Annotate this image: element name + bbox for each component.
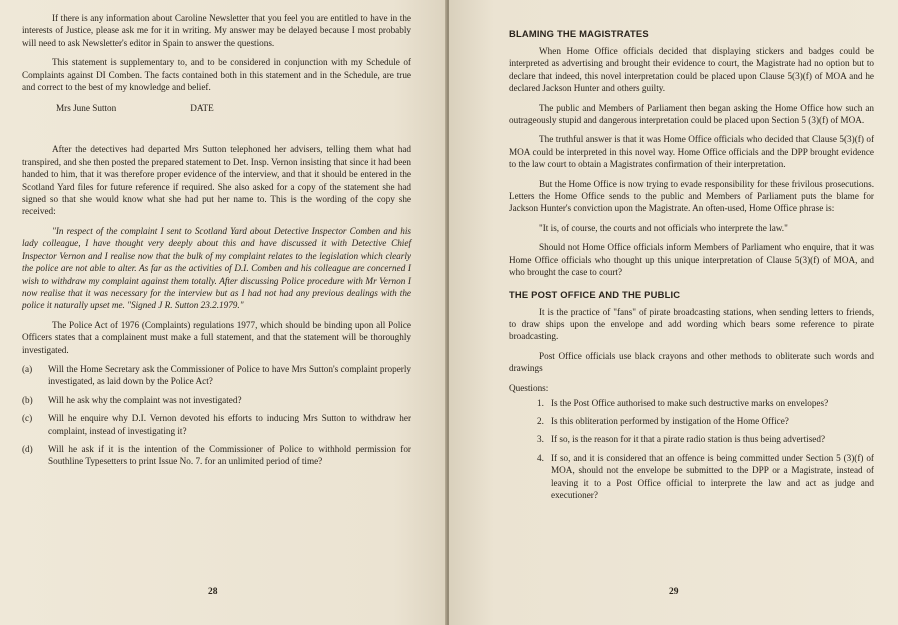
question-item: 1. Is the Post Office authorised to make such destructive marks on envelopes? [537,397,829,408]
list-item: (c) Will he enquire why D.I. Vernon devoted his efforts to inducing Mrs Sutton to withdraw her complaint, instead of investigating it? [22,413,411,436]
paragraph-supplementary: This statement is supplementary to, and to be considered in conjunction with my Schedule of Complaints against DI Comben. The facts contained both in this statement and in the Schedule, are true and correct to the best of my knowledge and belief. [22,57,411,93]
page-number-right: 29 [669,587,679,597]
paragraph-stickers: When Home Office officials decided that displaying stickers and badges could be interpreted as advertising and brought their evidence to court, the Magistrate had no option but to declare that indeed, this novel interpretation could be placed upon Clause 5(3)(f) of MOA and he declared Jackson Hunter and others guilty. [509,46,874,94]
right-page [449,0,898,625]
paragraph-info-request: If there is any information about Caroline Newsletter that you feel you are entitled to have in the interests of Justice, please ask me for it in writing. My answer may be delayed because I most probably will need to ask Newsletter's editor in Spain to answer the questions. [22,13,411,48]
paragraph-evade-responsibility: But the Home Office is now trying to evade responsibility for these frivilous prosecutions. Letters the Home Office sends to the public and Members of Parliament puts the blame for Jackson Hunter's conviction upon the Magistrate. An often-used, Home Office phrase is: [509,178,874,214]
quoted-statement: "In respect of the complaint I sent to Scotland Yard about Detective Inspector Comben and his lady colleague, I have thought very deeply about this and have discussed it with Detective Chief Inspector Vernon and I realise now that the bulk of my complaint relates to the legislation which clearly the police are not able to alter. As far as the activities of D.I. Comben and his colleague are concerned I wish to withdraw my complaint against them totally. After discussing Police procedure with Mr Vernon I now realise that it was necessary for the interview but as I had not had any previous dealings with the police it naturally upset me. "Signed J R. Sutton 23.2.1979." [22,225,411,311]
questions-list [537,397,874,502]
paragraph-phrase: "It is, of course, the courts and not officials who interprete the law." [539,222,788,233]
page-number-left: 28 [208,587,218,597]
signature-name: Mrs June Sutton [56,103,117,114]
list-item: (a) Will the Home Secretary ask the Commissioner of Police to have Mrs Sutton's complaint properly investigated, as laid down by the Police Act? [22,363,411,387]
question-item: 2. Is this obliteration performed by instigation of the Home Office? [537,415,789,426]
paragraph-detectives: After the detectives had departed Mrs Sutton telephoned her advisers, telling them what had transpired, and she then posted the prepared statement to Det. Insp. Vernon insisting that since it had been handed to him, that it was therefore proper evidence of the interview, and that it should be entered in the Scotland Yard files for future reference if required. She also asked for a copy of the statement she had signed so that she would know what she had put her name to. This is the wording of the copy she received: [22,144,411,217]
paragraph-truthful-answer: The truthful answer is that it was Home Office officials who decided that Clause 5(3)(f) of MOA could be interpreted in this novel way. Home Office officials and the DPP brought evidence to the law court to obtain a Magistrates confirmation of their interpretation. [509,134,874,170]
question-item: 4. If so, and it is considered that an offence is being committed under Section 5 (3)(f) of MOA, should not the envelope be submitted to the DPP or a Magistrate, instead of leaving it to a Post Office official to interprete the law and act as judge and executioner? [537,452,874,500]
paragraph-police-act: The Police Act of 1976 (Complaints) regulations 1977, which should be binding upon all Police Officers states that a complainent must make a full statement, and that the statement will be thoroughly investigated. [22,319,411,355]
paragraph-fans: It is the practice of "fans" of pirate broadcasting stations, when sending letters to friends, to draw ships upon the envelope and add wording which bears some reference to pirate broadcasting. [509,306,874,342]
heading-post-office: THE POST OFFICE AND THE PUBLIC [509,288,681,300]
paragraph-should-not: Should not Home Office officials inform Members of Parliament who enquire, that it was Home Office officials who thought up this unique interpretation of Clause 5(3)(f) of MOA, and who brought the case to court? [509,242,874,278]
questions-label: Questions: [509,382,549,393]
list-item: (b) Will he ask why the complaint was not investigated? [22,394,242,405]
paragraph-obliterate: Post Office officials use black crayons and other methods to obliterate such words and drawings [509,350,874,374]
paragraph-public-asking: The public and Members of Parliament then began asking the Home Office how such an outrageously stupid and dangerous interpretation could be placed upon Section 5 (3)(f) of MOA. [509,102,874,126]
question-item: 3. If so, is the reason for it that a pirate radio station is thus being advertised? [537,434,826,445]
list-item: (d) Will he ask if it is the intention of the Commissioner of Police to withhold permission for Southline Typesetters to print Issue No. 7. for an unlimited period of time? [22,443,411,467]
signature-line [56,103,411,113]
signature-date: DATE [190,103,214,114]
heading-blaming-magistrates: BLAMING THE MAGISTRATES [509,28,649,39]
left-page [0,0,447,625]
